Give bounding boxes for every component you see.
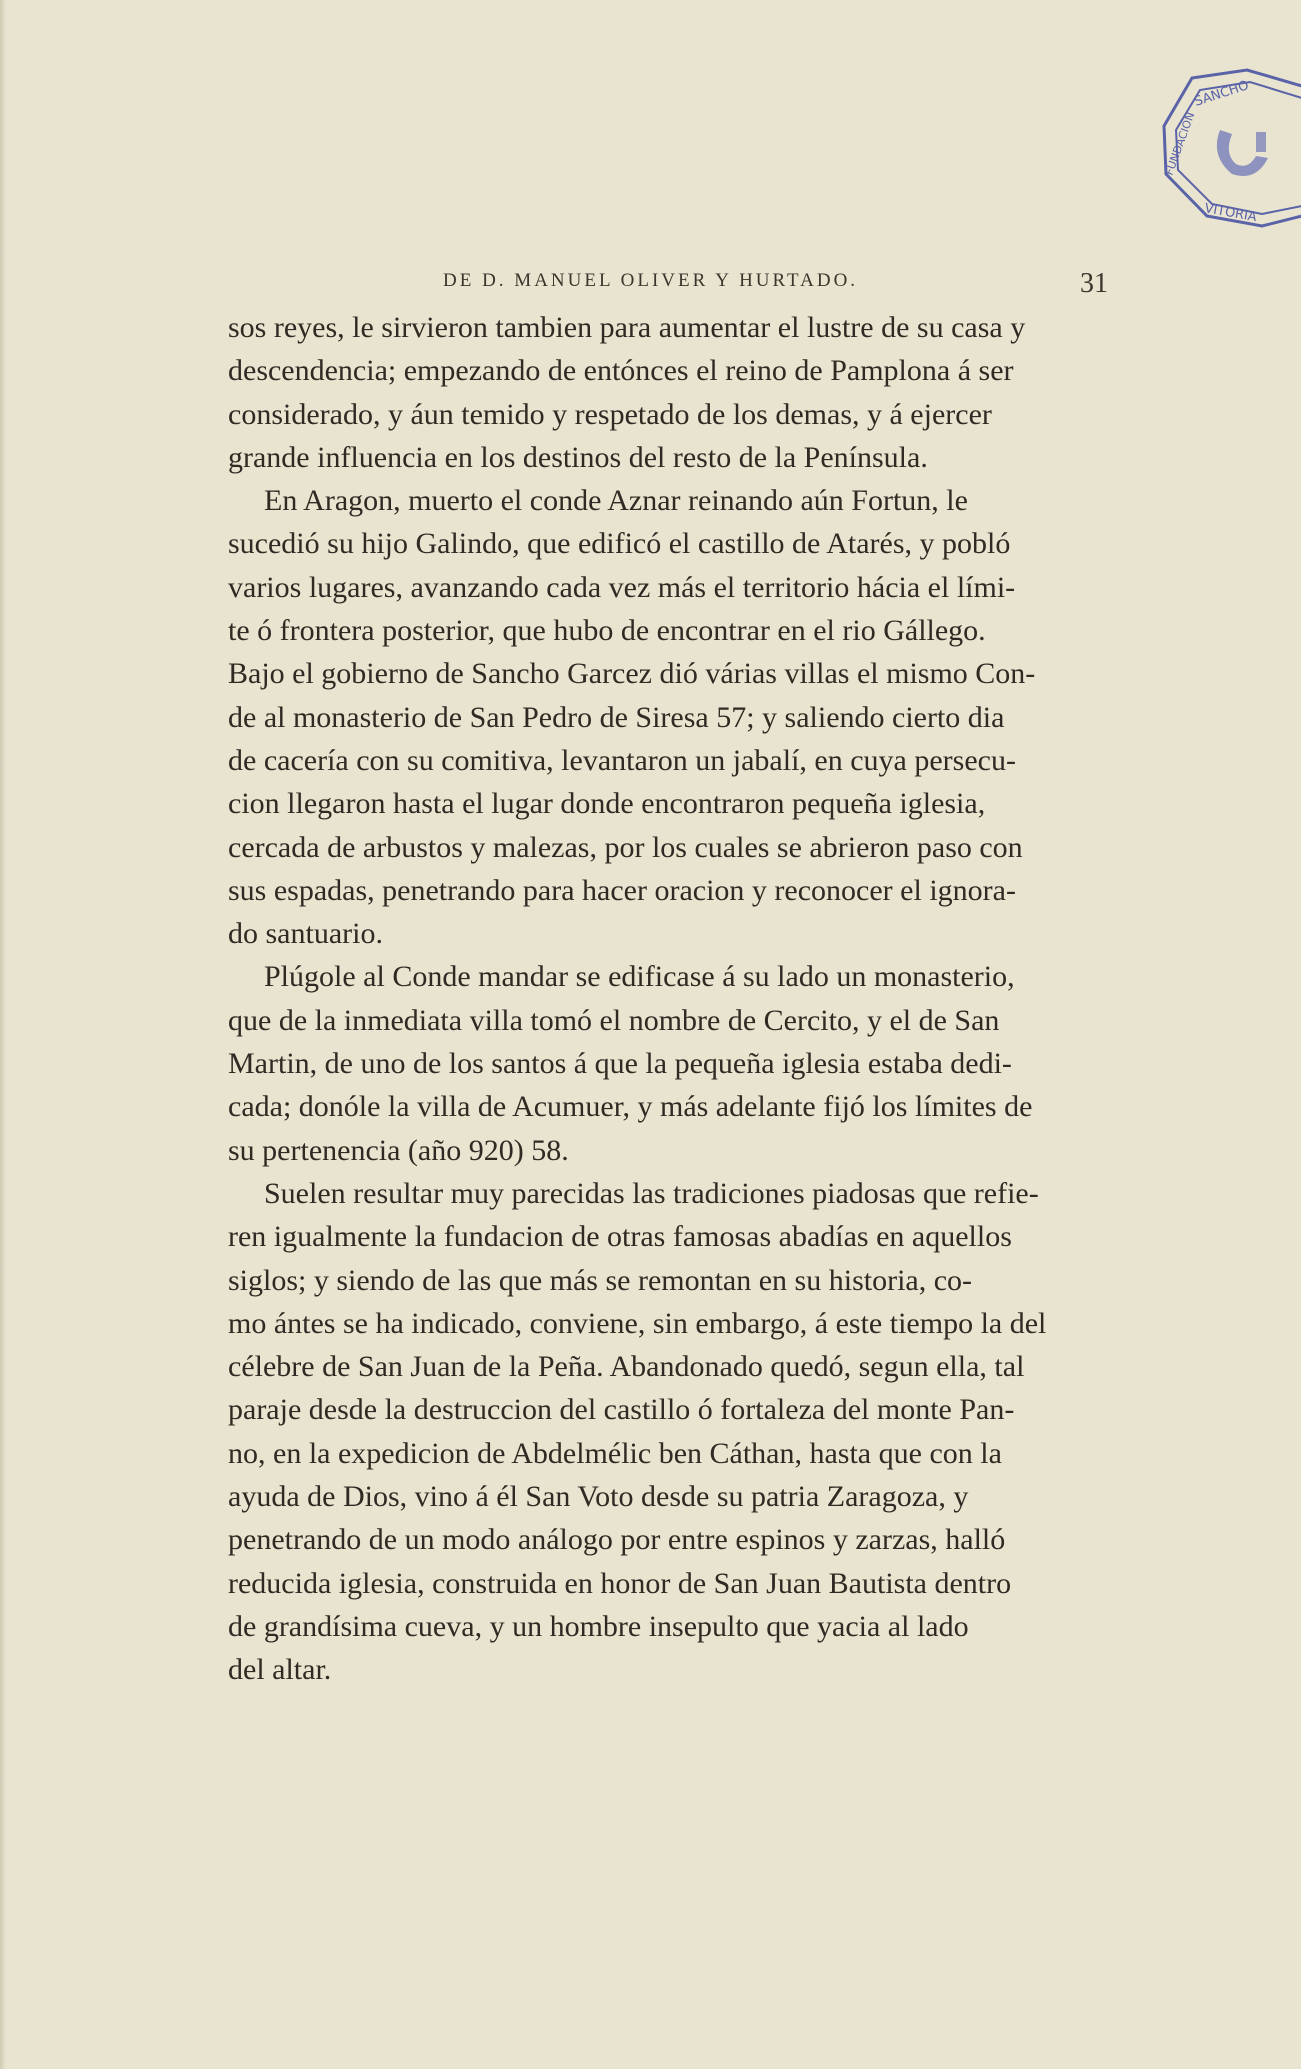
text-line: de cacería con su comitiva, levantaron un jabalí, en cuya persecu- — [228, 743, 1016, 777]
text-line: Martin, de uno de los santos á que la pequeña iglesia estaba dedi- — [228, 1047, 1012, 1081]
text-line: sos reyes, le sirvieron tambien para aumentar el lustre de su casa y — [228, 311, 1026, 344]
text-line: paraje desde la destruccion del castillo ó fortaleza del monte Pan- — [228, 1393, 1015, 1427]
text-line: su pertenencia (año 920) 58. — [228, 1133, 569, 1167]
text-line: cercada de arbustos y malezas, por los cuales se abrieron paso con — [228, 830, 1023, 864]
svg-text:VITORIA: VITORIA — [1203, 201, 1258, 226]
text-line: de al monasterio de San Pedro de Siresa 57; y saliendo cierto dia — [228, 700, 1005, 734]
text-line: sucedió su hijo Galindo, que edificó el castillo de Atarés, y pobló — [228, 527, 1011, 561]
text-line: no, en la expedicion de Abdelmélic ben Cáthan, hasta que con la — [228, 1436, 1002, 1470]
page-number: 31 — [1080, 268, 1108, 299]
text-line: del altar. — [228, 1653, 332, 1687]
running-title: DE D. MANUEL OLIVER Y HURTADO. — [443, 270, 859, 291]
text-line: do santuario. — [228, 917, 383, 951]
text-line: Bajo el gobierno de Sancho Garcez dió várias villas el mismo Con- — [228, 657, 1036, 691]
text-line: que de la inmediata villa tomó el nombre de Cercito, y el de San — [228, 1003, 1000, 1037]
paragraph — [228, 479, 1100, 955]
text-line: sus espadas, penetrando para hacer oracion y reconocer el ignora- — [228, 873, 1016, 907]
text-line: siglos; y siendo de las que más se remontan en su historia, co- — [228, 1263, 973, 1297]
text-line: En Aragon, muerto el conde Aznar reinando aún Fortun, le — [264, 484, 968, 518]
running-head — [228, 264, 1108, 304]
library-stamp — [1152, 66, 1301, 236]
svg-text:SANCHO: SANCHO — [1192, 78, 1251, 110]
text-line: cion llegaron hasta el lugar donde encontraron pequeña iglesia, — [228, 787, 986, 821]
text-line: ren igualmente la fundacion de otras famosas abadías en aquellos — [228, 1220, 1012, 1254]
text-line: reducida iglesia, construida en honor de San Juan Bautista dentro — [228, 1566, 1012, 1600]
text-line: Plúgole al Conde mandar se edificase á su lado un monasterio, — [264, 960, 1015, 994]
text-line: varios lugares, avanzando cada vez más el territorio hácia el lími- — [228, 570, 1016, 604]
page-edge — [0, 0, 6, 2069]
svg-text:FUNDACION: FUNDACION — [1162, 110, 1198, 178]
text-line: te ó frontera posterior, que hubo de encontrar en el rio Gállego. — [228, 614, 986, 648]
text-line: célebre de San Juan de la Peña. Abandonado quedó, segun ella, tal — [228, 1350, 1025, 1384]
text-line: Suelen resultar muy parecidas las tradiciones piadosas que refie- — [264, 1176, 1039, 1210]
paragraph — [228, 306, 1100, 479]
text-line: descendencia; empezando de entónces el reino de Pamplona á ser — [228, 354, 1014, 388]
text-line: grande influencia en los destinos del resto de la Península. — [228, 440, 928, 474]
text-line: de grandísima cueva, y un hombre insepulto que yacia al lado — [228, 1609, 969, 1643]
text-line: cada; donóle la villa de Acumuer, y más adelante fijó los límites de — [228, 1090, 1033, 1124]
text-line: mo ántes se ha indicado, conviene, sin embargo, á este tiempo la del — [228, 1306, 1047, 1340]
body-text — [228, 306, 1100, 1692]
text-line: penetrando de un modo análogo por entre espinos y zarzas, halló — [228, 1523, 1006, 1557]
text-line: ayuda de Dios, vino á él San Voto desde su patria Zaragoza, y — [228, 1480, 969, 1514]
paragraph — [228, 1172, 1100, 1692]
paragraph — [228, 955, 1100, 1171]
text-line: considerado, y áun temido y respetado de los demas, y á ejercer — [228, 397, 992, 431]
